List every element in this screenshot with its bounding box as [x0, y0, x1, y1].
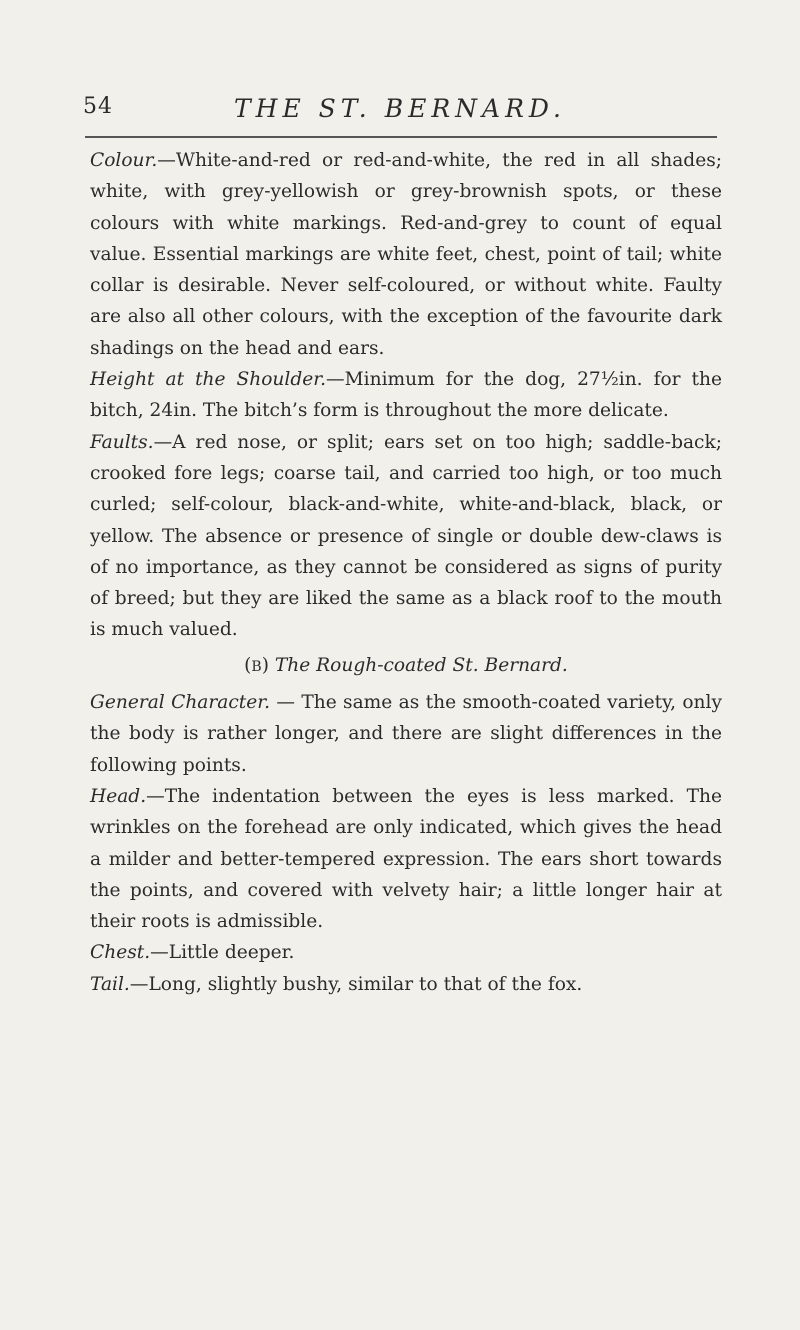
run-in-heading: General Character.	[90, 692, 271, 714]
paragraph-text: —Little deeper.	[150, 942, 295, 964]
paragraph-text: —The indentation between the eyes is less marked. The wrinkles on the forehead are only indicated, which gives the head a milder and better-tempered expression. The ears short towards the points, and covered with velvety hair; a little longer hair at their roots is admissible.	[90, 785, 722, 933]
run-in-heading: Tail.	[90, 973, 130, 995]
paragraph-text: —Minimum for the dog, 27½in. for the bitch, 24in. The bitch’s form is throughout the more delicate.	[90, 369, 722, 422]
paragraph-faults	[90, 427, 722, 646]
section-heading	[90, 650, 722, 683]
section-marker-open: (	[244, 654, 252, 676]
page-header	[83, 94, 717, 128]
section-marker-close: )	[261, 654, 269, 676]
paragraph-text: —Long, slightly bushy, similar to that of the fox.	[129, 973, 583, 995]
paragraph-height	[90, 364, 722, 427]
paragraph-head	[90, 781, 722, 937]
paragraph-colour	[90, 145, 722, 364]
paragraph-general-character	[90, 687, 722, 781]
paragraph-text: —White-and-red or red-and-white, the red in all shades; white, with grey-yellowish or grey-brownish spots, or these colours with white markings. Red-and-grey to count of equal value. Essential markings are white feet, chest, point of tail; white collar is desirable. Never self-coloured, or without white. Faulty are also all other colours, with the exception of the favourite dark shadings on the head and ears.	[90, 150, 722, 359]
page-body	[90, 145, 722, 1000]
run-in-heading: Height at the Shoulder.	[90, 369, 327, 391]
paragraph-text: —A red nose, or split; ears set on too high; saddle-back; crooked fore legs; coarse tail, and carried too high, or too much curled; self-colour, black-and-white, white-and-black, black, or yellow. The absence or presence of single or double dew-claws is of no importance, as they cannot be considered as signs of purity of breed; but they are liked the same as a black roof to the mouth is much valued.	[90, 431, 722, 641]
run-in-heading: Head.	[90, 785, 147, 807]
run-in-heading: Chest.	[90, 942, 151, 964]
page-number: 54	[83, 94, 113, 119]
running-head: THE ST. BERNARD.	[234, 94, 566, 123]
paragraph-chest	[90, 937, 722, 968]
section-title: The Rough-coated St. Bernard.	[274, 654, 568, 676]
header-rule	[85, 136, 717, 138]
run-in-heading: Faults.	[90, 431, 154, 453]
paragraph-tail	[90, 969, 722, 1000]
section-marker-letter: B	[251, 658, 262, 675]
paragraph-text: — The same as the smooth-coated variety, only the body is rather longer, and there are slight differences in the following points.	[90, 692, 722, 776]
run-in-heading: Colour.	[90, 150, 158, 171]
